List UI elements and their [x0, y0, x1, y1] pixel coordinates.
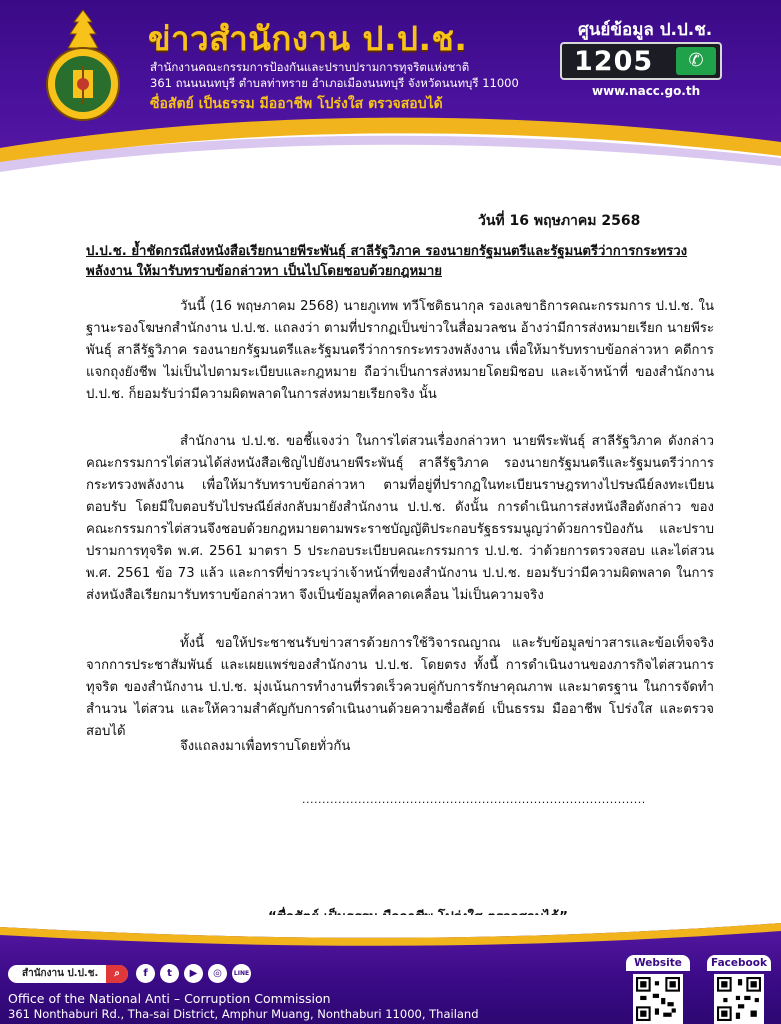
- facebook-qr-code[interactable]: [714, 974, 764, 1024]
- instagram-icon[interactable]: ◎: [208, 964, 227, 983]
- hotline-number: 1205: [574, 46, 654, 77]
- paragraph-1: วันนี้ (16 พฤษภาคม 2568) นายภูเทพ ทวีโชติธนากุล รองเลขาธิการคณะกรรมการ ป.ป.ช. ในฐานะรองโฆษกสำนักงาน ป.ป.ช. แถลงว่า ตามที่ปรากฏเป็นข่าวในสื่อมวลชน อ้างว่ามีการส่งหมายเรียก นายพีระพันธุ์ สาลีรัฐวิภาค รองนายกรัฐมนตรีและรัฐมนตรีว่าการกระทรวงพลังงาน เพื่อให้มารับทราบข้อกล่าวหา คดีการแจกถุงยังชีพ ไม่เป็นไปตามระเบียบและกฎหมาย ถือว่าเป็นการส่งหมายโดยมิชอบ และเจ้าหน้าที่ ของสำนักงาน ป.ป.ช. ก็ยอมรับว่ามีความผิดพลาดในการส่งหมายเรียกจริง นั้น: [86, 299, 714, 402]
- page-footer: [0, 915, 781, 1024]
- header-org-line: สำนักงานคณะกรรมการป้องกันและปราบปรามการทุจริตแห่งชาติ: [150, 60, 470, 74]
- youtube-icon[interactable]: ▶: [184, 964, 203, 983]
- line-icon[interactable]: LINE: [232, 964, 251, 983]
- header-address-line: 361 ถนนนนทบุรี ตำบลท่าทราย อำเภอเมืองนนทบุรี จังหวัดนนทบุรี 11000: [150, 76, 519, 90]
- hotline-box[interactable]: [560, 42, 722, 80]
- website-qr-block[interactable]: [626, 955, 690, 1024]
- website-url[interactable]: www.nacc.go.th: [592, 84, 701, 98]
- footer-address: 361 Nonthaburi Rd., Tha-sai District, Amphur Muang, Nonthaburi 11000, Thailand: [8, 1007, 479, 1021]
- phone-icon: ✆: [676, 47, 716, 75]
- facebook-icon[interactable]: f: [136, 964, 155, 983]
- website-qr-code[interactable]: [633, 974, 683, 1024]
- nacc-emblem-logo: [40, 8, 126, 128]
- header-title: ข่าวสำนักงาน ป.ป.ช.: [148, 19, 468, 58]
- paragraph-3: ทั้งนี้ ขอให้ประชาชนรับข่าวสารด้วยการใช้วิจารณญาณ และรับข้อมูลข่าวสารและข้อเท็จจริง จากการประชาสัมพันธ์ และเผยแพร่ของสำนักงาน ป.ป.ช. โดยตรง ทั้งนี้ การดำเนินงานของภารกิจไต่สวนการทุจริต ของสำนักงาน ป.ป.ช. มุ่งเน้นการทำงานที่รวดเร็วควบคู่กับการรักษาคุณภาพ และมาตรฐาน ในการจัดทำสำนวน ไต่สวน และให้ความสำคัญกับการดำเนินงานด้วยความซื่อสัตย์ เป็นธรรม มืออาชีพ โปร่งใส และตรวจสอบได้: [86, 636, 714, 739]
- search-icon[interactable]: ⌕: [106, 965, 128, 983]
- facebook-qr-block[interactable]: [707, 955, 771, 1024]
- search-label: สำนักงาน ป.ป.ช.: [22, 968, 99, 979]
- hotline-label: ศูนย์ข้อมูล ป.ป.ช.: [578, 20, 713, 40]
- closing-line: จึงแถลงมาเพื่อทราบโดยทั่วกัน: [180, 739, 351, 754]
- footer-org-name: Office of the National Anti – Corruption Commission: [8, 991, 331, 1006]
- footer-wave-decoration: [0, 915, 781, 951]
- paragraph-2: สำนักงาน ป.ป.ช. ขอชี้แจงว่า ในการไต่สวนเรื่องกล่าวหา นายพีระพันธุ์ สาลีรัฐวิภาค ดังกล่าว คณะกรรมการไต่สวนได้ส่งหนังสือเชิญไปยังนายพีระพันธุ์ สาลีรัฐวิภาค รองนายกรัฐมนตรีและรัฐมนตรีว่าการ กระทรวงพลังงาน เพื่อให้มารับทราบข้อกล่าวหา ตามที่อยู่ที่ปรากฏในทะเบียนราษฎรทางไปรษณีย์ลงทะเบียน ตอบรับ โดยมีใบตอบรับไปรษณีย์ส่งกลับมายังสำนักงาน ป.ป.ช. ดังนั้น การดำเนินการส่งหนังสือดังกล่าว ของคณะกรรมการไต่สวนจึงชอบด้วยกฎหมายตามพระราชบัญญัติประกอบรัฐธรรมนูญว่าด้วยการป้องกัน และปราบปรามการทุจริต พ.ศ. 2561 มาตรา 5 ประกอบระเบียบคณะกรรมการ ป.ป.ช. ว่าด้วยการตรวจสอบ และไต่สวน พ.ศ. 2561 ข้อ 73 แล้ว และการที่ข่าวระบุว่าเจ้าหน้าที่ของสำนักงาน ป.ป.ช. ยอมรับว่ามีความผิดพลาด ในการส่งหนังสือเรียกมารับทราบข้อกล่าวหา จึงเป็นข้อมูลที่คลาดเคลื่อน ไม่เป็นความจริง: [86, 434, 714, 603]
- facebook-label: Facebook: [707, 955, 771, 971]
- search-box[interactable]: [8, 965, 128, 983]
- release-headline: ป.ป.ช. ย้ำชัดกรณีส่งหนังสือเรียกนายพีระพันธุ์ สาลีรัฐวิภาค รองนายกรัฐมนตรีและรัฐมนตรีว่าการกระทรวงพลังงาน ให้มารับทราบข้อกล่าวหา เป็นไปโดยชอบด้วยกฎหมาย: [86, 244, 688, 279]
- separator-dots: ......................................................................................: [302, 793, 646, 806]
- release-date: วันที่ 16 พฤษภาคม 2568: [478, 213, 641, 229]
- header-motto: ซื่อสัตย์ เป็นธรรม มีออาชีพ โปร่งใส ตรวจสอบได้: [150, 96, 443, 112]
- twitter-icon[interactable]: t: [160, 964, 179, 983]
- page-header: [0, 0, 781, 190]
- website-label: Website: [626, 955, 690, 971]
